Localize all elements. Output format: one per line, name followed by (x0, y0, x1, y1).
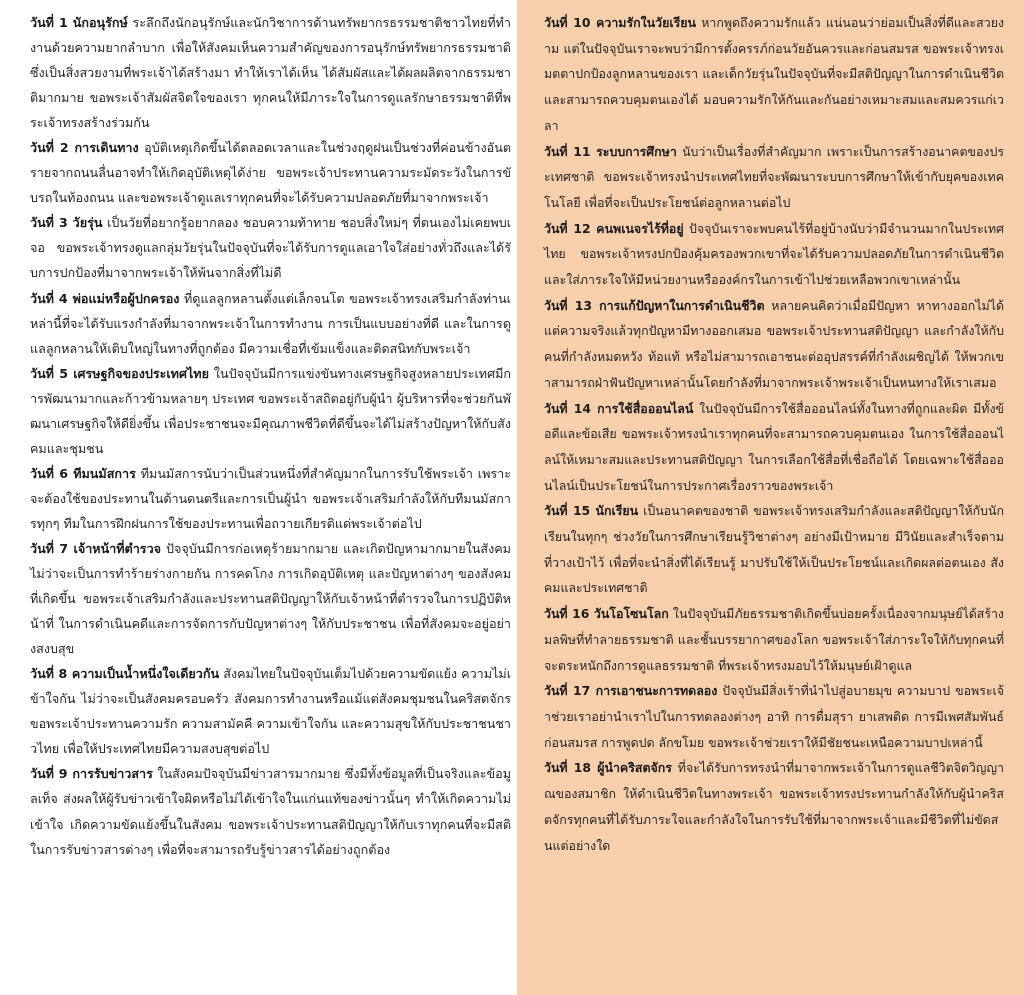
prayer-entry-day-12 (544, 216, 1004, 293)
entry-title: วันที่ 5 เศรษฐกิจของประเทศไทย (30, 365, 209, 381)
prayer-entry-day-2 (30, 135, 511, 210)
entry-body: ปัจจุบันมีการก่อเหตุร้ายมากมาย และเกิดปัญหามากมายในสังคม ไม่ว่าจะเป็นการทำร้ายร่างกายกัน การคดโกง การเกิดอุบัติเหตุ และปัญหาต่างๆ ของสังคมที่เกิดขึ้น ขอพระเจ้าเสริมกำลังและประทานสติปัญญาให้กับเจ้าหน้าที่ตำรวจในการปฏิบัติหน้าที่ ในการดำเนินคดีและการจัดการกับปัญหาต่างๆ ให้กับประชาชน เพื่อที่สังคมจะอยู่อย่างสงบสุข (30, 540, 511, 657)
entry-title: วันที่ 10 ความรักในวัยเรียน (544, 15, 696, 30)
entry-title: วันที่ 15 นักเรียน (544, 503, 639, 519)
entry-body: ที่ดูแลลูกหลานตั้งแต่เล็กจนโต ขอพระเจ้าทรงเสริมกำลังท่านเหล่านี้ที่จะได้รับแรงกำลังที่มาจากพระเจ้าในการทำงาน การเป็นแบบอย่างที่ดี และในการดูแลลูกหลานให้เติบใหญ่ในทางที่ถูกต้อง มีความเชื่อที่เข้มแข็งและติดสนิทกับพระเจ้า (30, 290, 511, 356)
prayer-entry-day-6 (30, 461, 511, 536)
prayer-entry-day-8 (30, 661, 511, 761)
entry-body: เป็นอนาคตของชาติ ขอพระเจ้าทรงเสริมกำลังและสติปัญญาให้กับนักเรียนในทุกๆ ช่วงวัยในการศึกษาเรียนรู้วิชาต่างๆ อย่างมีเป้าหมาย มีวินัยและสำเร็จตามที่วางเป้าไว้ เพื่อที่จะนำสิ่งที่ได้เรียนรู้ มาปรับใช้ให้เป็นประโยชน์และเกิดผลต่อตนเอง สังคมและประเทศชาติ (544, 503, 1004, 596)
prayer-entry-day-9 (30, 761, 511, 861)
entry-title: วันที่ 16 วันโอโซนโลก (544, 606, 669, 622)
prayer-entry-day-4 (30, 286, 511, 361)
entry-body: ระลึกถึงนักอนุรักษ์และนักวิชาการด้านทรัพยากรธรรมชาติชาวไทยที่ทำงานด้วยความยากลำบาก เพื่อให้สังคมเห็นความสำคัญของการอนุรักษ์ทรัพยากรธรรมชาติ ซึ่งเป็นสิ่งสวยงามที่พระเจ้าได้สร้างมา ทำให้เราได้เห็น ได้สัมผัสและได้ผลผลิตจากธรรมชาติมากมาย ขอพระเจ้าสัมผัสจิตใจของเรา ทุกคนให้มีภาระใจในการดูแลรักษาธรรมชาติที่พระเจ้าทรงสร้างร่วมกัน (30, 15, 511, 131)
entry-title: วันที่ 17 การเอาชนะการทดลอง (544, 683, 718, 699)
entry-body: ในปัจจุบันมีการใช้สื่อออนไลน์ทั้งในทางที่ถูกและผิด มีทั้งข้อดีและข้อเสีย ขอพระเจ้าทรงนำเราทุกคนที่จะสามารถควบคุมตนเอง ในการใช้สื่อออนไลน์ให้เหมาะสมและประทานสติปัญญา ในการเลือกใช้สื่อที่เชื่อถือได้ โดยเฉพาะใช้สื่อออนไลน์เป็นประโยชน์ในการประกาศเรื่องราวของพระเจ้า (544, 400, 1004, 493)
entry-body: ในปัจจุบันมีภัยธรรมชาติเกิดขึ้นบ่อยครั้งเนื่องจากมนุษย์ได้สร้างมลพิษที่ทำลายธรรมชาติ และชั้นบรรยากาศของโลก ขอพระเจ้าใส่ภาระใจให้กับทุกคนที่จะตระหนักถึงการดูแลธรรมชาติ ที่พระเจ้าทรงมอบไว้ให้มนุษย์เฝ้าดูแล (544, 606, 1004, 673)
prayer-entry-day-11 (544, 139, 1004, 216)
entry-body: ปัจจุบันมีสิ่งเร้าที่นำไปสู่อบายมุข ความบาป ขอพระเจ้าช่วยเราอย่านำเราไปในการทดลองต่างๆ อาทิ การดื่มสุรา ยาเสพติด การมีเพศสัมพันธ์ก่อนสมรส การพูดปด ลักขโมย ขอพระเจ้าช่วยเราให้มีชัยชนะเหนือความบาปเหล่านี้ (544, 683, 1005, 750)
entry-title: วันที่ 13 การแก้ปัญหาในการดำเนินชีวิต (544, 297, 765, 313)
prayer-entry-day-13 (544, 293, 1004, 396)
entry-title: วันที่ 8 ความเป็นน้ำหนึ่งใจเดียวกัน (30, 666, 220, 682)
entry-body: หากพูดถึงความรักแล้ว แน่นอนว่าย่อมเป็นสิ่งที่ดีและสวยงาม แต่ในปัจจุบันเราจะพบว่ามีการตั้งครรภ์ก่อนวัยอันควรและก่อนสมรส ขอพระเจ้าทรงเมตตาปกป้องลูกหลานของเรา และเด็กวัยรุ่นในปัจจุบันที่จะมีสติปัญญาในการดำเนินชีวิตและสามารถควบคุมตนเองได้ มอบความรักให้กันและกันอย่างเหมาะสมและสมควรแก่เวลา (544, 15, 1004, 133)
entry-title: วันที่ 3 วัยรุ่น (30, 215, 103, 231)
entry-body: อุบัติเหตุเกิดขึ้นได้ตลอดเวลาและในช่วงฤดูฝนเป็นช่วงที่ค่อนข้างอันตรายจากถนนลื่นอาจทำให้เกิดอุบัติเหตุได้ง่าย ขอพระเจ้าประทานความระมัดระวังในการขับรถในท้องถนน และขอพระเจ้าดูแลเราทุกคนที่จะได้รับความปลอดภัยที่มาจากพระเจ้า (30, 140, 512, 206)
prayer-entry-day-5 (30, 361, 511, 461)
entry-body: ที่จะได้รับการทรงนำที่มาจากพระเจ้าในการดูแลชีวิตจิตวิญญาณของสมาชิก ให้ดำเนินชีวิตในทางพระเจ้า ขอพระเจ้าทรงประทานกำลังให้กับผู้นำคริสตจักรทุกคนที่ได้รับภาระใจและกำลังใจในการรับใช้ที่มาจากพระเจ้าและมีชีวิตที่ไม่ขัดสนแต่อย่างใด (544, 760, 1004, 853)
entry-body: นับว่าเป็นเรื่องที่สำคัญมาก เพราะเป็นการสร้างอนาคตของประเทศชาติ ขอพระเจ้าทรงนำประเทศไทยที่จะพัฒนาระบบการศึกษาให้เข้ากับยุคของเทคโนโลยี เพื่อที่จะเป็นประโยชน์ต่อลูกหลานต่อไป (544, 143, 1004, 210)
entry-body: สังคมไทยในปัจจุบันเต็มไปด้วยความขัดแย้ง ความไม่เข้าใจกัน ไม่ว่าจะเป็นสังคมครอบครัว สังคมการทำงานหรือแม้แต่สังคมชุมชนในคริสตจักร ขอพระเจ้าประทานความรัก ความสามัคคี ความเข้าใจกัน และความสุขให้กับประชาชนชาวไทย เพื่อให้ประเทศไทยมีความสงบสุขต่อไป (30, 666, 511, 757)
entry-title: วันที่ 1 นักอนุรักษ์ (30, 15, 128, 30)
prayer-entry-day-3 (30, 210, 511, 285)
prayer-entry-day-18 (544, 755, 1004, 858)
entry-title: วันที่ 7 เจ้าหน้าที่ตำรวจ (30, 540, 162, 556)
entry-body: เป็นวัยที่อยากรู้อยากลอง ชอบความท้าทาย ชอบสิ่งใหม่ๆ ที่ตนเองไม่เคยพบเจอ ขอพระเจ้าทรงดูแลกลุ่มวัยรุ่นในปัจจุบันที่จะได้รับการดูแลเอาใจใส่อย่างทั่วถึงและได้รับการปกป้องที่มาจากพระเจ้าให้พ้นจากสิ่งที่ไม่ดี (30, 215, 512, 281)
prayer-entry-day-10 (544, 10, 1004, 139)
entry-body: ในปัจจุบันมีการแข่งขันทางเศรษฐกิจสูงหลายประเทศมีการพัฒนามากและก้าวข้ามหลายๆ ประเทศ ขอพระเจ้าสถิตอยู่กับผู้นำ ผู้บริหารที่จะช่วยกันพัฒนาเศรษฐกิจให้ดียิ่งขึ้น เพื่อประชาชนจะมีคุณภาพชีวิตที่ดีขึ้นจะได้ไม่สร้างปัญหาให้กับสังคมและชุมชน (30, 365, 511, 456)
prayer-entry-day-17 (544, 678, 1004, 755)
entry-title: วันที่ 6 ทีมนมัสการ (30, 465, 136, 481)
entry-title: วันที่ 11 ระบบการศึกษา (544, 143, 677, 159)
entry-title: วันที่ 9 การรับข่าวสาร (30, 766, 153, 782)
entry-title: วันที่ 14 การใช้สื่อออนไลน์ (544, 400, 694, 416)
entry-body: ในสังคมปัจจุบันมีข่าวสารมากมาย ซึ่งมีทั้งข้อมูลที่เป็นจริงและข้อมูลเท็จ ส่งผลให้ผู้รับข่าวเข้าใจผิดหรือไม่ได้เข้าใจในแก่นแท้ของข่าวนั้นๆ ทำให้เกิดความไม่เข้าใจ เกิดความขัดแย้งขึ้นในสังคม ขอพระเจ้าประทานสติปัญญาให้กับเราทุกคนที่จะมีสติในการรับข่าวสารต่างๆ เพื่อที่จะสามารถรับรู้ข่าวสารได้อย่างถูกต้อง (30, 766, 511, 857)
prayer-entry-day-14 (544, 396, 1004, 499)
prayer-entry-day-16 (544, 601, 1004, 678)
right-column (517, 0, 1024, 995)
entry-body: หลายคนคิดว่าเมื่อมีปัญหา หาทางออกไม่ได้ แต่ความจริงแล้วทุกปัญหามีทางออกเสมอ ขอพระเจ้าประทานสติปัญญา และกำลังให้กับคนที่กำลังหมดหวัง ท้อแท้ หรือไม่สามารถเอาชนะต่ออุปสรรค์ที่กำลังเผชิญได้ ให้พวกเขาสามารถฝ่าฟันปัญหาเหล่านั้นโดยกำลังที่มาจากพระเจ้าพระเจ้าเป็นหนทางให้เราเสมอ (544, 297, 1004, 390)
entry-body: ปัจจุบันเราจะพบคนไร้ที่อยู่บ้างนับว่ามีจำนวนมากในประเทศไทย ขอพระเจ้าทรงปกป้องคุ้มครองพวกเขาที่จะได้รับความปลอดภัยในการดำเนินชีวิต และใส่ภาระใจให้มีหน่วยงานหรือองค์กรในการเข้าไปช่วยเหลือพวกเขาเหล่านั้น (544, 220, 1004, 288)
entry-title: วันที่ 18 ผู้นำคริสตจักร (544, 760, 672, 776)
entry-title: วันที่ 4 พ่อแม่หรือผู้ปกครอง (30, 290, 180, 306)
prayer-entry-day-15 (544, 498, 1004, 601)
entry-title: วันที่ 12 คนพเนจรไร้ที่อยู่ (544, 220, 684, 236)
entry-title: วันที่ 2 การเดินทาง (30, 140, 139, 156)
entry-body: ทีมนมัสการนับว่าเป็นส่วนหนึ่งที่สำคัญมากในการรับใช้พระเจ้า เพราะจะต้องใช้ของประทานในด้านดนตรีและการเป็นผู้นำ ขอพระเจ้าเสริมกำลังให้กับทีมนมัสการทุกๆ ทีมในการฝึกฝนการใช้ของประทานเพื่อถวายเกียรติแด่พระเจ้าต่อไป (30, 465, 511, 531)
prayer-entry-day-7 (30, 536, 511, 661)
prayer-entry-day-1 (30, 10, 511, 135)
